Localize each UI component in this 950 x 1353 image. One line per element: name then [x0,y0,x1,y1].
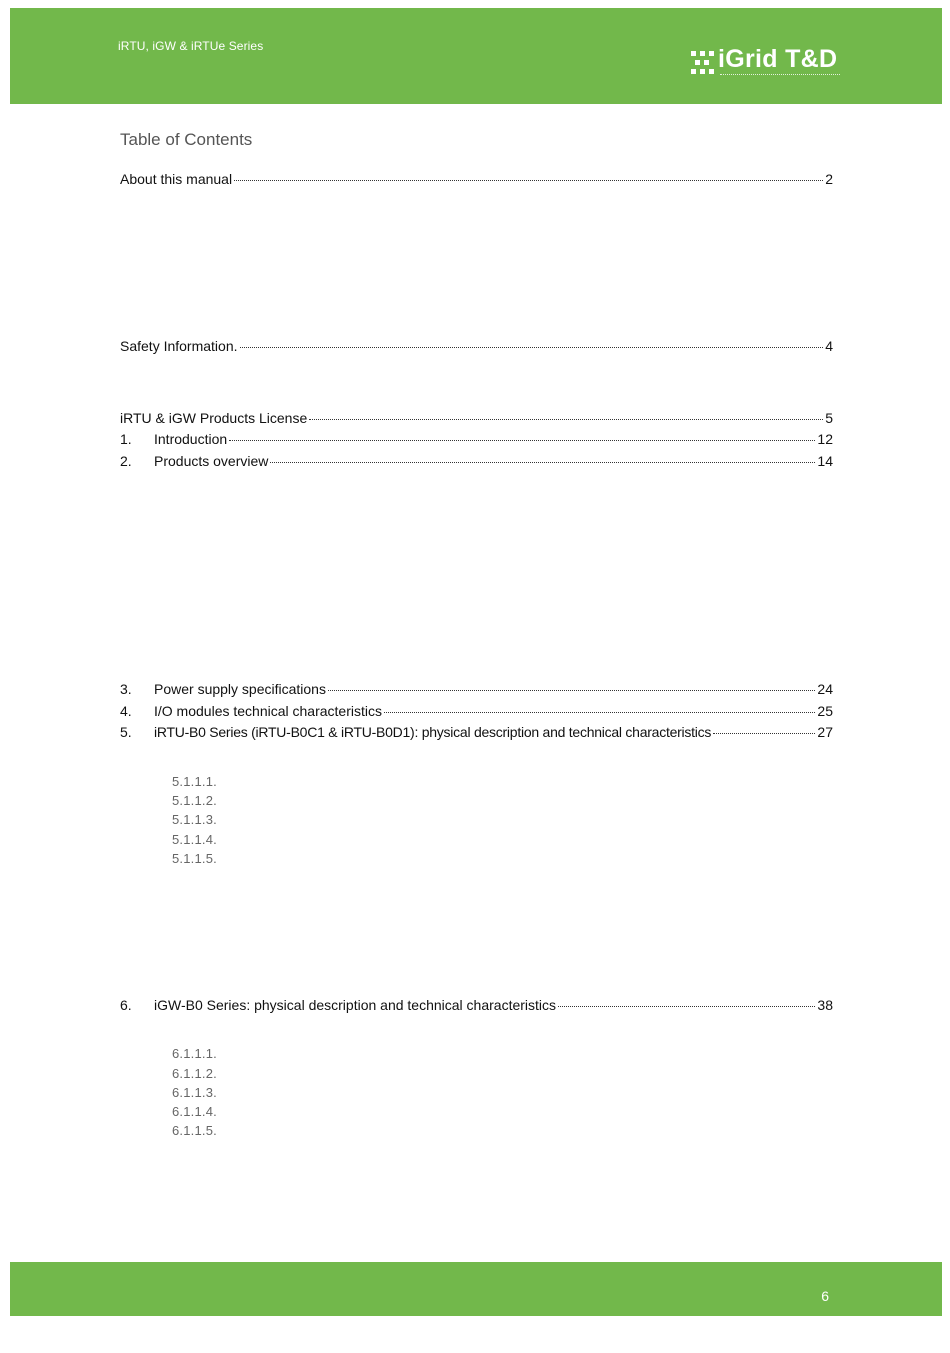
toc-subsection-number: 5.1.1.4. [172,832,217,847]
toc-entry-page: 38 [817,997,833,1013]
toc-entry-title: Introduction [154,431,228,447]
toc-subsection-number: 6.1.1.5. [172,1123,217,1138]
toc-subsection-number: 6.1.1.1. [172,1046,217,1061]
toc-entry-igw-b0-series[interactable] [120,997,833,1013]
toc-entry-introduction[interactable] [120,431,833,447]
logo-text: iGrid T&D [718,45,838,73]
toc-subsection-number: 5.1.1.3. [172,812,217,827]
toc-entry-safety-information[interactable] [120,338,833,354]
header-series-title: iRTU, iGW & iRTUe Series [118,39,264,53]
toc-subsection-number: 5.1.1.1. [172,774,217,789]
toc-entry-title: Power supply specifications [154,681,326,697]
toc-entry-products-overview[interactable] [120,453,833,469]
toc-entry-title: About this manual [120,171,233,187]
toc-dot-leader [240,346,824,348]
toc-entry-page: 2 [825,171,833,187]
toc-entry-title: iGW-B0 Series: physical description and technical characteristics [154,997,557,1013]
toc-entry-products-license[interactable] [120,410,833,426]
toc-entry-number: 6. [120,997,132,1013]
toc-entry-io-modules[interactable] [120,703,833,719]
toc-heading: Table of Contents [120,130,253,149]
toc-entry-page: 27 [817,724,833,740]
toc-dot-leader [328,689,815,691]
toc-dot-leader [558,1005,815,1007]
toc-subsection-number: 5.1.1.2. [172,793,217,808]
toc-entry-page: 12 [817,431,833,447]
toc-entry-number: 3. [120,681,132,697]
toc-entry-number: 5. [120,724,132,740]
igrid-logo-icon [690,50,716,76]
logo-tagline-line [720,74,840,77]
toc-dot-leader [234,179,823,181]
toc-subsection-number: 5.1.1.5. [172,851,217,866]
toc-entry-page: 5 [825,410,833,426]
toc-entry-number: 1. [120,431,132,447]
toc-entry-title: I/O modules technical characteristics [154,703,382,719]
toc-entry-title: iRTU-B0 Series (iRTU-B0C1 & iRTU-B0D1): physical description and technical characteristics [154,724,712,740]
toc-entry-number: 4. [120,703,132,719]
toc-entry-page: 14 [817,453,833,469]
toc-dot-leader [229,439,815,441]
toc-entry-page: 25 [817,703,833,719]
toc-entry-power-supply[interactable] [120,681,833,697]
toc-entry-about-manual[interactable] [120,171,833,187]
toc-dot-leader [270,461,815,463]
company-logo [690,44,840,84]
toc-entry-page: 24 [817,681,833,697]
toc-entry-title: iRTU & iGW Products License [120,410,308,426]
toc-entry-title: Safety Information. [120,338,238,354]
toc-subsection-number: 6.1.1.3. [172,1085,217,1100]
page-footer [10,1262,942,1316]
toc-dot-leader [713,732,815,734]
toc-dot-leader [309,418,823,420]
toc-entry-title: Products overview [154,453,269,469]
toc-entry-number: 2. [120,453,132,469]
toc-entry-page: 4 [825,338,833,354]
toc-subsection-number: 6.1.1.2. [172,1066,217,1081]
toc-subsection-number: 6.1.1.4. [172,1104,217,1119]
toc-entry-irtu-b0-series[interactable] [120,724,833,740]
page-header [10,8,942,104]
footer-page-number: 6 [821,1288,829,1304]
toc-dot-leader [384,711,815,713]
